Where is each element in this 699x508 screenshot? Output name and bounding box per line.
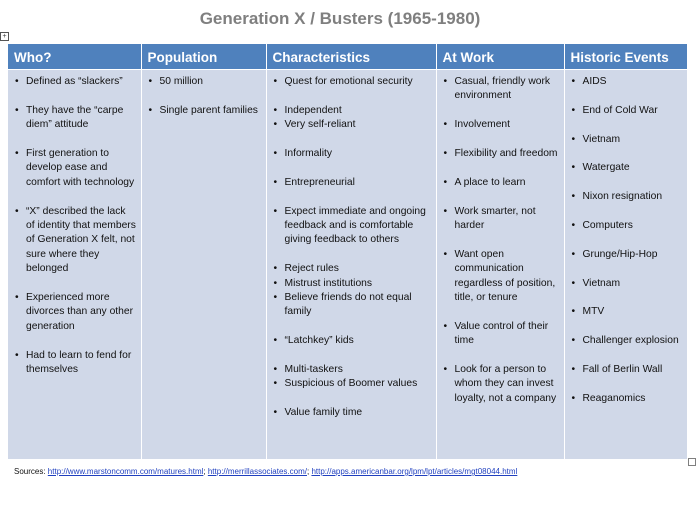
header-at-work: At Work [436,44,564,70]
list-item: • Casual, friendly work environment [441,75,560,104]
source-link-merrillassociates[interactable]: http://merrillassociates.com/ [207,467,307,476]
page-title: Generation X / Busters (1965-1980) [199,9,481,28]
list-item: • Grunge/Hip-Hop [569,248,684,262]
table-resize-handle[interactable] [688,458,696,466]
list-item: • Defined as “slackers” [12,75,137,89]
sources-line [14,467,517,476]
list-item: • Entrepreneurial [271,176,432,190]
cell-characteristics [266,70,436,460]
list-item: • Multi-taskers [271,363,432,377]
cell-at-work [436,70,564,460]
list-item: • Want open communication regardless of position, title, or tenure [441,248,560,306]
sources-label: Sources: [14,467,48,476]
list-item: • Reject rules [271,262,432,276]
list-item: • Quest for emotional security [271,75,432,89]
header-characteristics: Characteristics [266,44,436,70]
list-item: • Look for a person to whom they can invest loyalty, not a company [441,363,560,406]
list-item: • Very self-reliant [271,118,432,132]
cell-historic-events [564,70,687,460]
list-item: • Flexibility and freedom [441,147,560,161]
list-item: • Experienced more divorces than any other generation [12,291,137,334]
who-list [12,75,137,377]
source-separator: ; [306,467,312,476]
source-separator: ; [203,467,208,476]
list-item: • Challenger explosion [569,334,684,348]
list-item: • “X” described the lack of identity that members of Generation X felt, not sure where they belonged [12,205,137,277]
list-item: • Computers [569,219,684,233]
list-item: • “Latchkey” kids [271,334,432,348]
list-item: • Vietnam [569,133,684,147]
list-item: • Value control of their time [441,320,560,349]
list-item: • Involvement [441,118,560,132]
cell-population [141,70,266,460]
cell-who [8,70,141,460]
list-item: • Nixon resignation [569,190,684,204]
source-link-marstoncomm[interactable]: http://www.marstoncomm.com/matures.html [47,467,204,476]
content-row [8,70,687,460]
population-list [146,75,262,118]
list-item: • Believe friends do not equal family [271,291,432,320]
list-item: • A place to learn [441,176,560,190]
list-item: • Single parent families [146,104,262,118]
list-item: • Fall of Berlin Wall [569,363,684,377]
header-historic-events: Historic Events [564,44,687,70]
list-item: • 50 million [146,75,262,89]
list-item: • Watergate [569,161,684,175]
generation-table [8,44,687,459]
table-move-handle-icon[interactable]: + [0,32,9,41]
header-who: Who? [8,44,141,70]
list-item: • Informality [271,147,432,161]
list-item: • AIDS [569,75,684,89]
list-item: • Mistrust institutions [271,277,432,291]
list-item: • End of Cold War [569,104,684,118]
list-item: • First generation to develop ease and comfort with technology [12,147,137,190]
list-item: • They have the “carpe diem” attitude [12,104,137,133]
at-work-list [441,75,560,406]
list-item: • Suspicious of Boomer values [271,377,432,391]
list-item: • Had to learn to fend for themselves [12,349,137,378]
list-item: • Work smarter, not harder [441,205,560,234]
list-item: • Vietnam [569,277,684,291]
list-item: • Expect immediate and ongoing feedback and is comfortable giving feedback to others [271,205,432,248]
header-population: Population [141,44,266,70]
list-item: • MTV [569,305,684,319]
source-link-americanbar[interactable]: http://apps.americanbar.org/lpm/lpt/articles/mgt08044.html [311,467,518,476]
header-row [8,44,687,70]
list-item: • Value family time [271,406,432,420]
historic-events-list [569,75,684,406]
list-item: • Reaganomics [569,392,684,406]
list-item: • Independent [271,104,432,118]
characteristics-list [271,75,432,421]
